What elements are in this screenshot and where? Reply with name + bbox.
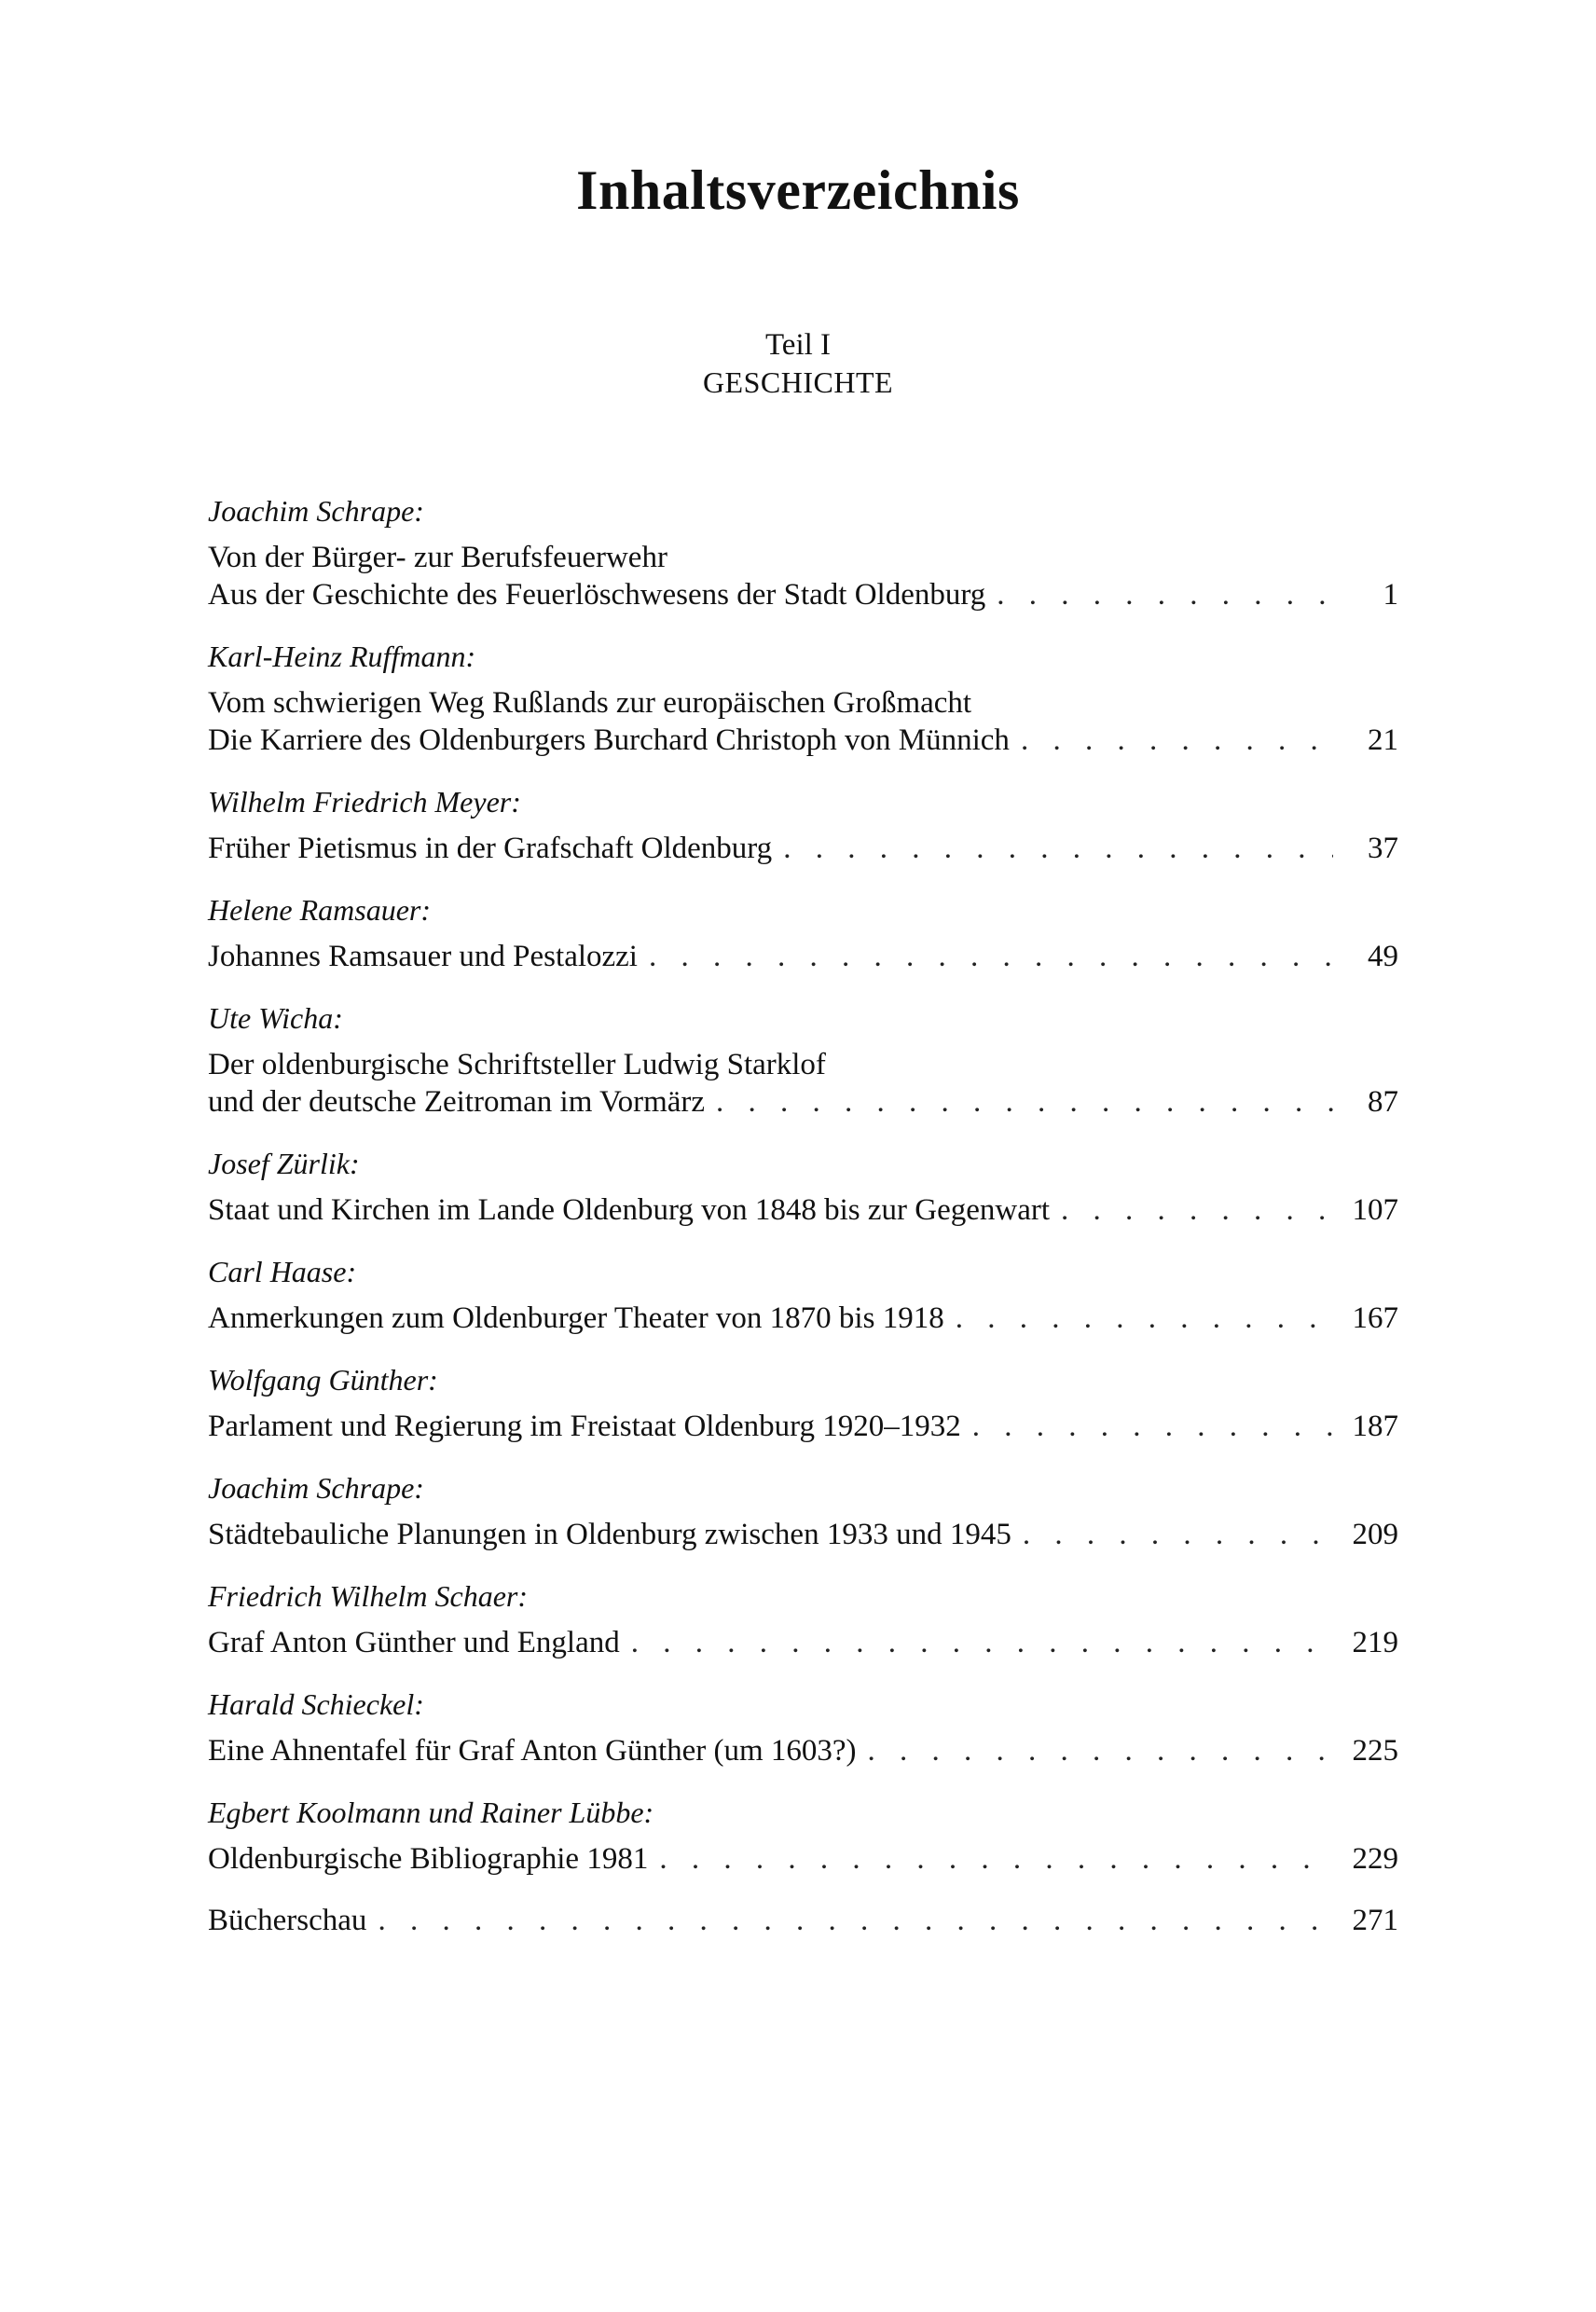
toc-title-line: Johannes Ramsauer und Pestalozzi: [208, 940, 638, 973]
toc-entry: [208, 999, 1398, 1121]
part-title: GESCHICHTE: [702, 365, 894, 399]
toc-page-number: 225: [1352, 1734, 1398, 1768]
toc-title-last-line: [208, 1902, 1398, 1939]
toc-title-line: Städtebauliche Planungen in Oldenburg zwischen 1933 und 1945: [208, 1518, 1011, 1551]
toc-title-line: Oldenburgische Bibliographie 1981: [208, 1842, 649, 1876]
toc-entry: [208, 638, 1398, 759]
toc-author: Wilhelm Friedrich Meyer:: [208, 785, 521, 819]
toc-page-number: 271: [1352, 1904, 1398, 1937]
toc-entry: [208, 783, 1398, 867]
toc-entry-final: [208, 1902, 1398, 1939]
dot-leader: [956, 1300, 1333, 1337]
toc-title-last-line: [208, 1300, 1398, 1337]
dot-leader: [783, 830, 1333, 867]
toc-page-number: 1: [1383, 578, 1398, 612]
toc-title-last-line: [208, 1083, 1398, 1121]
toc-page-number: 167: [1352, 1301, 1398, 1335]
toc-page-number: 219: [1352, 1626, 1398, 1659]
toc-entry: [208, 1794, 1398, 1878]
toc-author: Carl Haase:: [208, 1255, 357, 1288]
toc-title-line: Die Karriere des Oldenburgers Burchard Christoph von Münnich: [208, 723, 1010, 757]
toc-title-last-line: [208, 1624, 1398, 1661]
toc-author: Helene Ramsauer:: [208, 893, 432, 927]
toc-title-last-line: [208, 830, 1398, 867]
dot-leader: [868, 1732, 1333, 1769]
toc-title-line: Anmerkungen zum Oldenburger Theater von 1870 bis 1918: [208, 1301, 944, 1335]
toc-author: Karl-Heinz Ruffmann:: [208, 640, 476, 673]
page-title: Inhaltsverzeichnis: [576, 159, 1020, 221]
toc-page-number: 229: [1352, 1842, 1398, 1876]
toc-title-last-line: [208, 1408, 1398, 1445]
toc-entry: [208, 891, 1398, 975]
toc-title-line: Graf Anton Günther und England: [208, 1626, 620, 1659]
toc-title-last-line: [208, 576, 1398, 613]
toc-page-number: 107: [1352, 1193, 1398, 1227]
toc-entry: [208, 1469, 1398, 1553]
toc-page-number: 37: [1368, 832, 1398, 865]
toc-title-line: Bücherschau: [208, 1904, 367, 1937]
toc-title-last-line: [208, 938, 1398, 975]
dot-leader: [1061, 1191, 1333, 1229]
dot-leader: [1021, 722, 1333, 759]
toc-title-line: Eine Ahnentafel für Graf Anton Günther (um 1603?): [208, 1734, 857, 1768]
toc-author: Wolfgang Günther:: [208, 1363, 438, 1397]
toc-page-number: 187: [1352, 1410, 1398, 1443]
toc-page-number: 49: [1368, 940, 1398, 973]
toc-title-line: Der oldenburgische Schriftsteller Ludwig Starklof: [208, 1048, 826, 1081]
table-of-contents: [208, 492, 1398, 1963]
toc-author: Joachim Schrape:: [208, 1471, 424, 1505]
toc-title-line: Parlament und Regierung im Freistaat Oldenburg 1920–1932: [208, 1410, 961, 1443]
toc-title-last-line: [208, 1840, 1398, 1878]
toc-entry: [208, 1253, 1398, 1337]
toc-title-last-line: [208, 1516, 1398, 1553]
dot-leader: [659, 1840, 1333, 1878]
toc-author: Ute Wicha:: [208, 1001, 343, 1035]
toc-entry: [208, 1145, 1398, 1229]
toc-entry: [208, 492, 1398, 613]
dot-leader: [378, 1902, 1333, 1939]
toc-title-last-line: [208, 1732, 1398, 1769]
dot-leader: [716, 1083, 1333, 1121]
toc-title-last-line: [208, 722, 1398, 759]
toc-entry: [208, 1686, 1398, 1769]
toc-author: Friedrich Wilhelm Schaer:: [208, 1579, 529, 1613]
toc-author: Joachim Schrape:: [208, 494, 424, 528]
toc-entry: [208, 1577, 1398, 1661]
dot-leader: [1023, 1516, 1333, 1553]
toc-title-line: Früher Pietismus in der Grafschaft Oldenburg: [208, 832, 773, 865]
toc-entry: [208, 1361, 1398, 1445]
part-label: Teil I: [764, 328, 832, 362]
toc-page-number: 209: [1352, 1518, 1398, 1551]
dot-leader: [997, 576, 1333, 613]
toc-author: Josef Zürlik:: [208, 1147, 360, 1180]
dot-leader: [631, 1624, 1333, 1661]
toc-title-line: Aus der Geschichte des Feuerlöschwesens der Stadt Oldenburg: [208, 578, 986, 612]
toc-author: Harald Schieckel:: [208, 1687, 424, 1721]
toc-page-number: 21: [1368, 723, 1398, 757]
toc-title-line: Staat und Kirchen im Lande Oldenburg von 1848 bis zur Gegenwart: [208, 1193, 1051, 1227]
toc-page-number: 87: [1368, 1085, 1398, 1119]
toc-title-line: Von der Bürger- zur Berufsfeuerwehr: [208, 541, 667, 574]
dot-leader: [649, 938, 1333, 975]
dot-leader: [972, 1408, 1333, 1445]
toc-title-last-line: [208, 1191, 1398, 1229]
toc-author: Egbert Koolmann und Rainer Lübbe:: [208, 1796, 654, 1829]
toc-title-line: Vom schwierigen Weg Rußlands zur europäischen Großmacht: [208, 686, 972, 720]
toc-title-line: und der deutsche Zeitroman im Vormärz: [208, 1085, 706, 1119]
